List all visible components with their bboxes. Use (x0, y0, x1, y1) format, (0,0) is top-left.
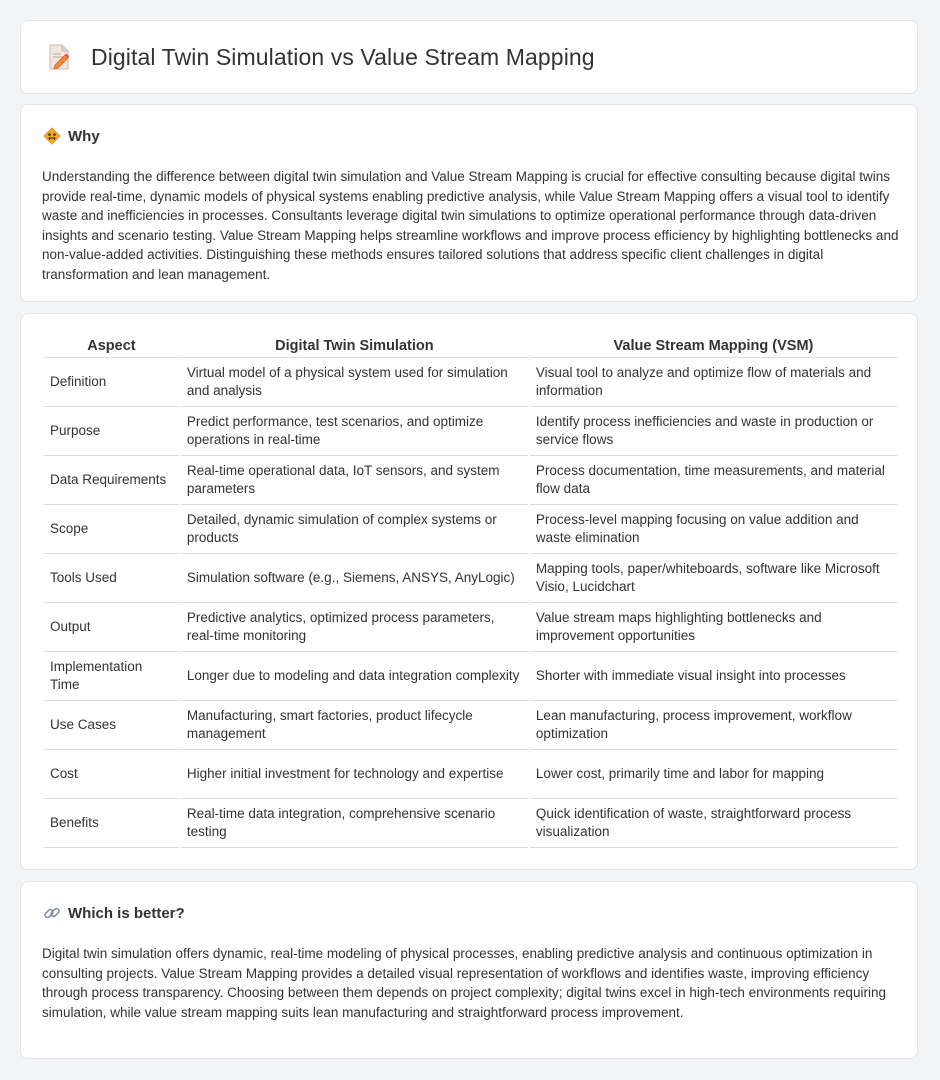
table-row (44, 554, 897, 603)
digital-twin-cell: Real-time operational data, IoT sensors, and system parameters (181, 456, 528, 505)
vsm-cell: Quick identification of waste, straightforward process visualization (530, 799, 897, 848)
warning-sign-icon (43, 127, 61, 145)
why-heading-row (43, 127, 100, 145)
vsm-cell: Identify process inefficiencies and waste in production or service flows (530, 407, 897, 456)
table-row (44, 652, 897, 701)
digital-twin-cell: Detailed, dynamic simulation of complex systems or products (181, 505, 528, 554)
header-aspect: Aspect (44, 335, 179, 358)
aspect-cell: Tools Used (44, 554, 179, 603)
digital-twin-cell: Virtual model of a physical system used for simulation and analysis (181, 358, 528, 407)
aspect-cell: Output (44, 603, 179, 652)
aspect-cell: Cost (44, 750, 179, 799)
aspect-cell: Use Cases (44, 701, 179, 750)
aspect-cell: Purpose (44, 407, 179, 456)
vsm-cell: Visual tool to analyze and optimize flow of materials and information (530, 358, 897, 407)
title-row (47, 43, 595, 71)
title-card (20, 20, 918, 94)
vsm-cell: Value stream maps highlighting bottlenecks and improvement opportunities (530, 603, 897, 652)
digital-twin-cell: Longer due to modeling and data integration complexity (181, 652, 528, 701)
better-heading-row (43, 904, 185, 922)
vsm-cell: Lean manufacturing, process improvement, workflow optimization (530, 701, 897, 750)
why-section (20, 104, 918, 302)
header-vsm: Value Stream Mapping (VSM) (530, 335, 897, 358)
which-is-better-section (20, 881, 918, 1059)
aspect-cell: Scope (44, 505, 179, 554)
digital-twin-cell: Simulation software (e.g., Siemens, ANSYS, AnyLogic) (181, 554, 528, 603)
document-pencil-icon (47, 43, 71, 71)
vsm-cell: Mapping tools, paper/whiteboards, software like Microsoft Visio, Lucidchart (530, 554, 897, 603)
vsm-cell: Shorter with immediate visual insight into processes (530, 652, 897, 701)
table-row (44, 456, 897, 505)
aspect-cell: Definition (44, 358, 179, 407)
why-heading: Why (68, 127, 100, 145)
aspect-cell: Data Requirements (44, 456, 179, 505)
table-row (44, 750, 897, 799)
header-digital-twin: Digital Twin Simulation (181, 335, 528, 358)
better-heading: Which is better? (68, 904, 185, 922)
vsm-cell: Process-level mapping focusing on value addition and waste elimination (530, 505, 897, 554)
digital-twin-cell: Manufacturing, smart factories, product lifecycle management (181, 701, 528, 750)
comparison-table (42, 335, 899, 848)
table-row (44, 701, 897, 750)
table-header-row (44, 335, 897, 358)
link-icon (43, 904, 61, 922)
digital-twin-cell: Real-time data integration, comprehensive scenario testing (181, 799, 528, 848)
why-text: Understanding the difference between digital twin simulation and Value Stream Mapping is crucial for effective consulting because digital twins provide real-time, dynamic models of physical systems enabling predictive analysis, while Value Stream Mapping offers a visual tool to identify waste and inefficiencies in processes. Consultants leverage digital twin simulations to optimize operational performance through data-driven insights and scenario testing. Value Stream Mapping helps streamline workflows and improve process efficiency by highlighting bottlenecks and non-value-added activities. Distinguishing these methods ensures tailored solutions that address specific client challenges in digital transformation and lean management. (42, 169, 899, 282)
aspect-cell: Benefits (44, 799, 179, 848)
table-row (44, 505, 897, 554)
table-row (44, 603, 897, 652)
digital-twin-cell: Predict performance, test scenarios, and optimize operations in real-time (181, 407, 528, 456)
comparison-table-card (20, 313, 918, 870)
vsm-cell: Lower cost, primarily time and labor for mapping (530, 750, 897, 799)
table-row (44, 799, 897, 848)
vsm-cell: Process documentation, time measurements, and material flow data (530, 456, 897, 505)
page-title: Digital Twin Simulation vs Value Stream Mapping (91, 43, 595, 70)
table-row (44, 358, 897, 407)
aspect-cell: Implementation Time (44, 652, 179, 701)
better-text: Digital twin simulation offers dynamic, real-time modeling of physical processes, enabling predictive analysis and continuous optimization in consulting projects. Value Stream Mapping provides a detailed visual representation of workflows and identifies waste, improving efficiency through process transparency. Choosing between them depends on project complexity; digital twins excel in high-tech environments requiring simulation, while value stream mapping suits lean manufacturing and straightforward process improvement. (42, 946, 886, 1020)
digital-twin-cell: Higher initial investment for technology and expertise (181, 750, 528, 799)
digital-twin-cell: Predictive analytics, optimized process parameters, real-time monitoring (181, 603, 528, 652)
table-row (44, 407, 897, 456)
